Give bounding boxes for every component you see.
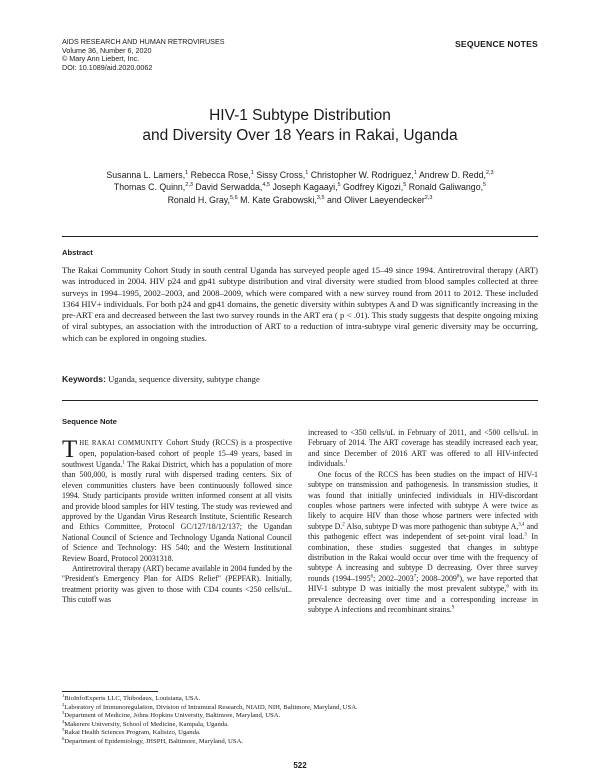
paragraph-1-text-a: Cohort Study (RCCS) is a prospective open, population-based cohort of people 15–49 years, based in southwest Uganda. <box>62 438 292 469</box>
citation: 2 <box>342 522 345 528</box>
author-affiliation: 5 <box>403 182 407 189</box>
abstract-body <box>62 265 538 344</box>
paragraph-1-text-b: The Rakai District, which has a population of more than 500,000, is mostly rural with dispersed trading centers. Six of eleven communities clusters have been continuously followed since 1994. Study participants provide written informed consent at all visits and provide blood samples for HIV testing. The study was reviewed and approved by the Ugandan Virus Research Institute, Scientific Research and Ethics Committee, Protocol GC/127/18/12/137; the Ugandan National Council of Science and Technology Uganda National Council of Science and Technology: HS 540; and the Western Institutional Review Board, Protocol 20031318. <box>62 459 293 563</box>
paragraph-4-text-e: ; 2002–2003 <box>373 573 414 583</box>
keywords-text: Uganda, sequence diversity, subtype change <box>108 374 260 384</box>
footnote-text: BioInfoExperts LLC, Thibodaux, Louisiana, USA. <box>64 695 201 702</box>
footnote-text: Department of Medicine, Johns Hopkins University, Baltimore, Maryland, USA. <box>64 712 281 719</box>
affiliation-footnotes <box>62 692 358 746</box>
paragraph-3-text: increased to <350 cells/uL in February of 2011, and <500 cells/uL in February of 2014. The ART coverage has steadily increased each year, and since December of 2016 ART was offered to all HIV-infected individuals. <box>308 428 538 469</box>
author-affiliation: 2,3 <box>185 182 193 189</box>
footnote-text: Laboratory of Immunoregulation, Division of Intramural Research, NIAID, NIH, Baltimore, Maryland, USA. <box>64 703 358 711</box>
footnote <box>62 735 358 747</box>
abstract-heading: Abstract <box>62 248 93 257</box>
author-name: Ronald H. Gray, <box>167 194 230 205</box>
author-affiliation: 5 <box>337 182 341 189</box>
title-line-2: and Diversity Over 18 Years in Rakai, Uganda <box>142 127 458 144</box>
author-affiliation: 1 <box>185 170 189 177</box>
column-right <box>308 428 538 616</box>
footnote-number: 5 <box>62 726 65 732</box>
author-name: Andrew D. Redd, <box>418 170 486 180</box>
author-affiliation: 5,6 <box>229 194 238 201</box>
column-left <box>62 438 292 606</box>
author-name: Joseph Kagaayi, <box>272 182 338 193</box>
journal-info <box>62 38 225 72</box>
paragraph-4-text-g: ), we have reported that HIV-1 subtype D was initially the most prevalent subtype, <box>308 573 538 594</box>
footnote-text: Department of Epidemiology, JHSPH, Baltimore, Maryland, USA. <box>64 737 244 745</box>
journal-name: AIDS RESEARCH AND HUMAN RETROVIRUSES <box>62 37 225 46</box>
author-affiliation: 1 <box>413 170 417 177</box>
author-name: Godfrey Kigozi, <box>343 182 404 193</box>
journal-volume: Volume 36, Number 6, 2020 <box>62 45 152 55</box>
article-title <box>0 106 600 146</box>
footnote-number: 3 <box>62 709 65 715</box>
paragraph-4-text-h: with its prevalence decreasing over time and a corresponding increase in subtype A infections and recombinant strains. <box>308 584 539 615</box>
author-affiliation: 1 <box>305 170 309 177</box>
divider-top <box>62 236 538 237</box>
author-name: Susanna L. Lamers, <box>106 170 186 180</box>
footnote <box>62 718 358 730</box>
author-name: Ronald Galiwango, <box>408 182 484 193</box>
abstract-paragraph: The Rakai Community Cohort Study in south central Uganda has surveyed people aged 15–49 since 1994. Antiretroviral therapy (ART) was introduced in 2004. HIV p24 and gp41 subtype distribution and viral diversity were studied from blood samples collected at three surveys in 1994–1995, 2002–2003, and 2008–2009, which were compared with a new survey round from 2011 to 2012. These included 1364 HIV+ individuals. For both p24 and gp41 domains, the genetic diversity within subtypes A and D was significantly increasing in the pre-ART era and decreased between the last two survey rounds in the ART era ( p < .01). This study suggests that despite ongoing mixing of viral subtypes, an association with the introduction of ART to a reduction of intra-subtype viral generic diversity may be occurring, which can be explored in ongoing studies. <box>62 265 538 343</box>
footnote-rule <box>62 691 158 692</box>
footnote-number: 2 <box>62 701 65 707</box>
citation: 8 <box>456 574 460 580</box>
footnote-number: 1 <box>62 692 65 698</box>
paragraph-1 <box>62 438 292 564</box>
author-affiliation: 3,5 <box>316 194 325 201</box>
divider-bottom <box>62 400 538 401</box>
section-label: SEQUENCE NOTES <box>454 39 538 49</box>
paragraph-4-text-c: and this pathogenic effect was independent of set-point viral load. <box>308 521 538 542</box>
author-name: Thomas C. Quinn, <box>113 182 186 193</box>
citation: 1 <box>122 460 125 466</box>
paragraph-4-text-b: Also, subtype D was more pathogenic than subtype A, <box>344 521 519 531</box>
footnote-text: Rakai Health Sciences Program, Kalisizo, Uganda. <box>64 729 201 736</box>
author-affiliation: 1 <box>250 170 254 177</box>
paragraph-4-text-d: In combination, these studies suggested that changes in subtype distribution in the Rakai would occur over time with the frequency of subtype A increasing and subtype D decreasing. Over three survey rounds (1994–1995 <box>308 532 538 583</box>
sequence-note-heading: Sequence Note <box>62 417 117 426</box>
author-affiliation: 2,3 <box>424 194 433 201</box>
paragraph-2: Antiretroviral therapy (ART) became available in 2004 funded by the ''President's Emergency Plan for AIDS Relief'' (PEPFAR). Initially, treatment priority was given to those with CD4 counts <250 cells/uL. This cutoff was <box>62 564 292 605</box>
citation: 9 <box>451 605 455 611</box>
citation: 1 <box>345 459 348 465</box>
smallcaps-lead: HE RAKAI COMMUNITY <box>79 440 164 447</box>
footnote <box>62 701 358 713</box>
author-affiliation: 2,3 <box>485 170 494 177</box>
author-name: Sissy Cross, <box>256 170 306 180</box>
author-name: and Oliver Laeyendecker <box>326 194 425 205</box>
author-list <box>70 169 530 206</box>
paragraph-3 <box>308 428 538 470</box>
author-affiliation: 4,5 <box>262 182 271 189</box>
citation: 3 <box>524 532 527 538</box>
title-line-1: HIV-1 Subtype Distribution <box>209 107 391 124</box>
footnote-number: 4 <box>62 718 65 724</box>
drop-cap: T <box>62 436 78 463</box>
citation: 7 <box>413 574 417 580</box>
paragraph-4 <box>308 470 538 616</box>
author-affiliation: 5 <box>483 182 487 189</box>
author-name: Rebecca Rose, <box>190 170 251 180</box>
paragraph-4-text-a: One focus of the RCCS has been studies on the impact of HIV-1 subtype on transmission and pathogenesis. In transmission studies, it was found that initially uninfected individuals in HIV-discordant couples whose partners were infected with subtype A were twice as likely to acquire HIV than those whose partners were infected with subtype D. <box>308 469 538 531</box>
citation: 6 <box>370 574 374 580</box>
footnote-text: Makerere University, School of Medicine, Kampala, Uganda. <box>64 720 229 728</box>
journal-copyright: © Mary Ann Liebert, Inc. <box>62 54 140 64</box>
author-name: M. Kate Grabowski, <box>240 194 317 205</box>
footnote-number: 6 <box>62 735 65 741</box>
page-number: 522 <box>293 761 307 770</box>
citation: 3,4 <box>518 522 525 528</box>
journal-doi: DOI: 10.1089/aid.2020.0062 <box>62 62 153 72</box>
paragraph-4-text-f: ; 2008–2009 <box>416 573 457 583</box>
citation: 6 <box>506 584 509 590</box>
keywords <box>62 374 260 384</box>
author-name: David Serwadda, <box>195 182 263 193</box>
keywords-label: Keywords: <box>62 374 106 384</box>
author-name: Christopher W. Rodriguez, <box>310 170 414 180</box>
